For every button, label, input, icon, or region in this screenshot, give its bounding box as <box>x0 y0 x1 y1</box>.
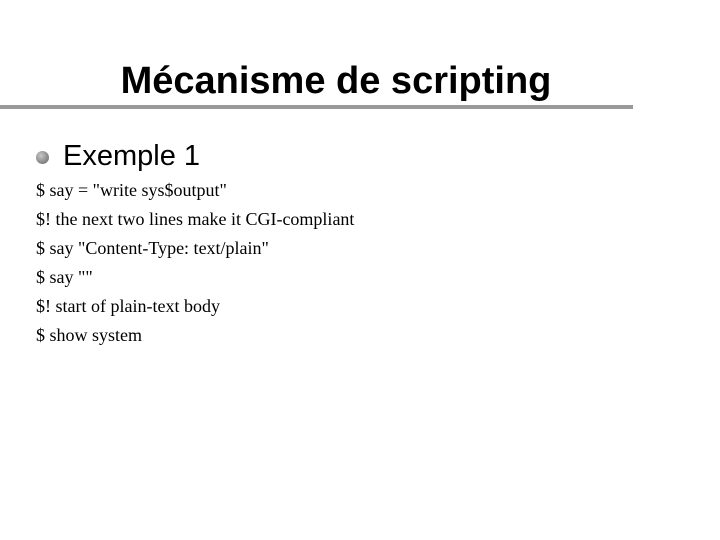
title-underline <box>0 105 633 109</box>
code-line: $! the next two lines make it CGI-compliant <box>36 209 355 229</box>
bullet-icon <box>36 151 49 164</box>
code-line: $! start of plain-text body <box>36 296 220 316</box>
bullet-label: Exemple 1 <box>63 140 201 172</box>
code-line: $ say "Content-Type: text/plain" <box>36 238 269 258</box>
code-listing <box>36 176 354 350</box>
slide-title: Mécanisme de scripting <box>120 60 552 102</box>
code-line: $ show system <box>36 325 143 345</box>
code-line: $ say = "write sys$output" <box>36 180 227 200</box>
bullet-item <box>36 137 200 175</box>
code-line: $ say "" <box>36 267 93 287</box>
